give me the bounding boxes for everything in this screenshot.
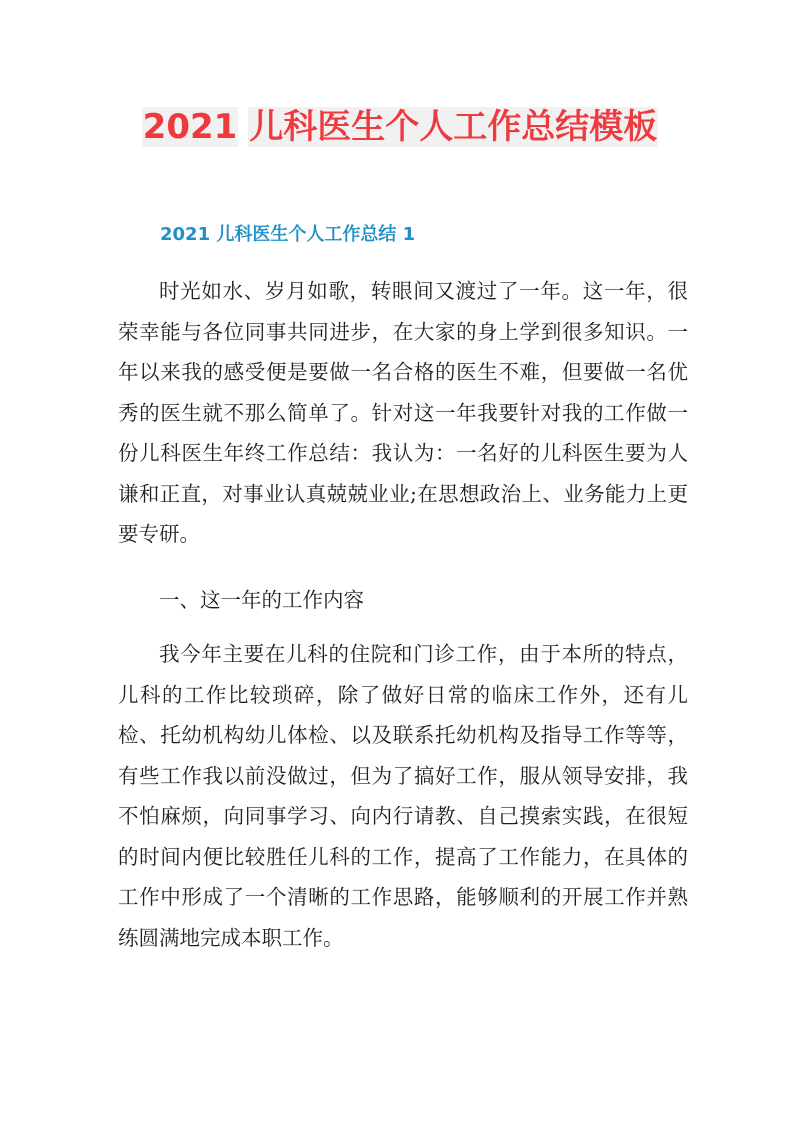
paragraph-work-content: 我今年主要在儿科的住院和门诊工作，由于本所的特点，儿科的工作比较琐碎，除了做好日常的临床工作外，还有儿检、托幼机构幼儿体检、以及联系托幼机构及指导工作等等，有些工作我以前没做过，但为了搞好工作，服从领导安排，我不怕麻烦，向同事学习、向内行请教、自己摸索实践，在很短的时间内便比较胜任儿科的工作，提高了工作能力，在具体的工作中形成了一个清晰的工作思路，能够顺利的开展工作并熟练圆满地完成本职工作。: [118, 642, 688, 950]
title-year: 2021: [142, 107, 238, 147]
title-text: 儿科医生个人工作总结模板: [249, 107, 658, 147]
document-title: [0, 104, 800, 150]
section-heading: 2021 儿科医生个人工作总结 1: [160, 224, 416, 245]
paragraph-subheading: 一、这一年的工作内容: [159, 588, 364, 612]
paragraph-intro: 时光如水、岁月如歌，转眼间又渡过了一年。这一年，很荣幸能与各位同事共同进步，在大家的身上学到很多知识。一年以来我的感受便是要做一名合格的医生不难，但要做一名优秀的医生就不那么简单了。针对这一年我要针对我的工作做一份儿科医生年终工作总结：我认为：一名好的儿科医生要为人谦和正直，对事业认真兢兢业业;在思想政治上、业务能力上更要专研。: [118, 279, 688, 546]
